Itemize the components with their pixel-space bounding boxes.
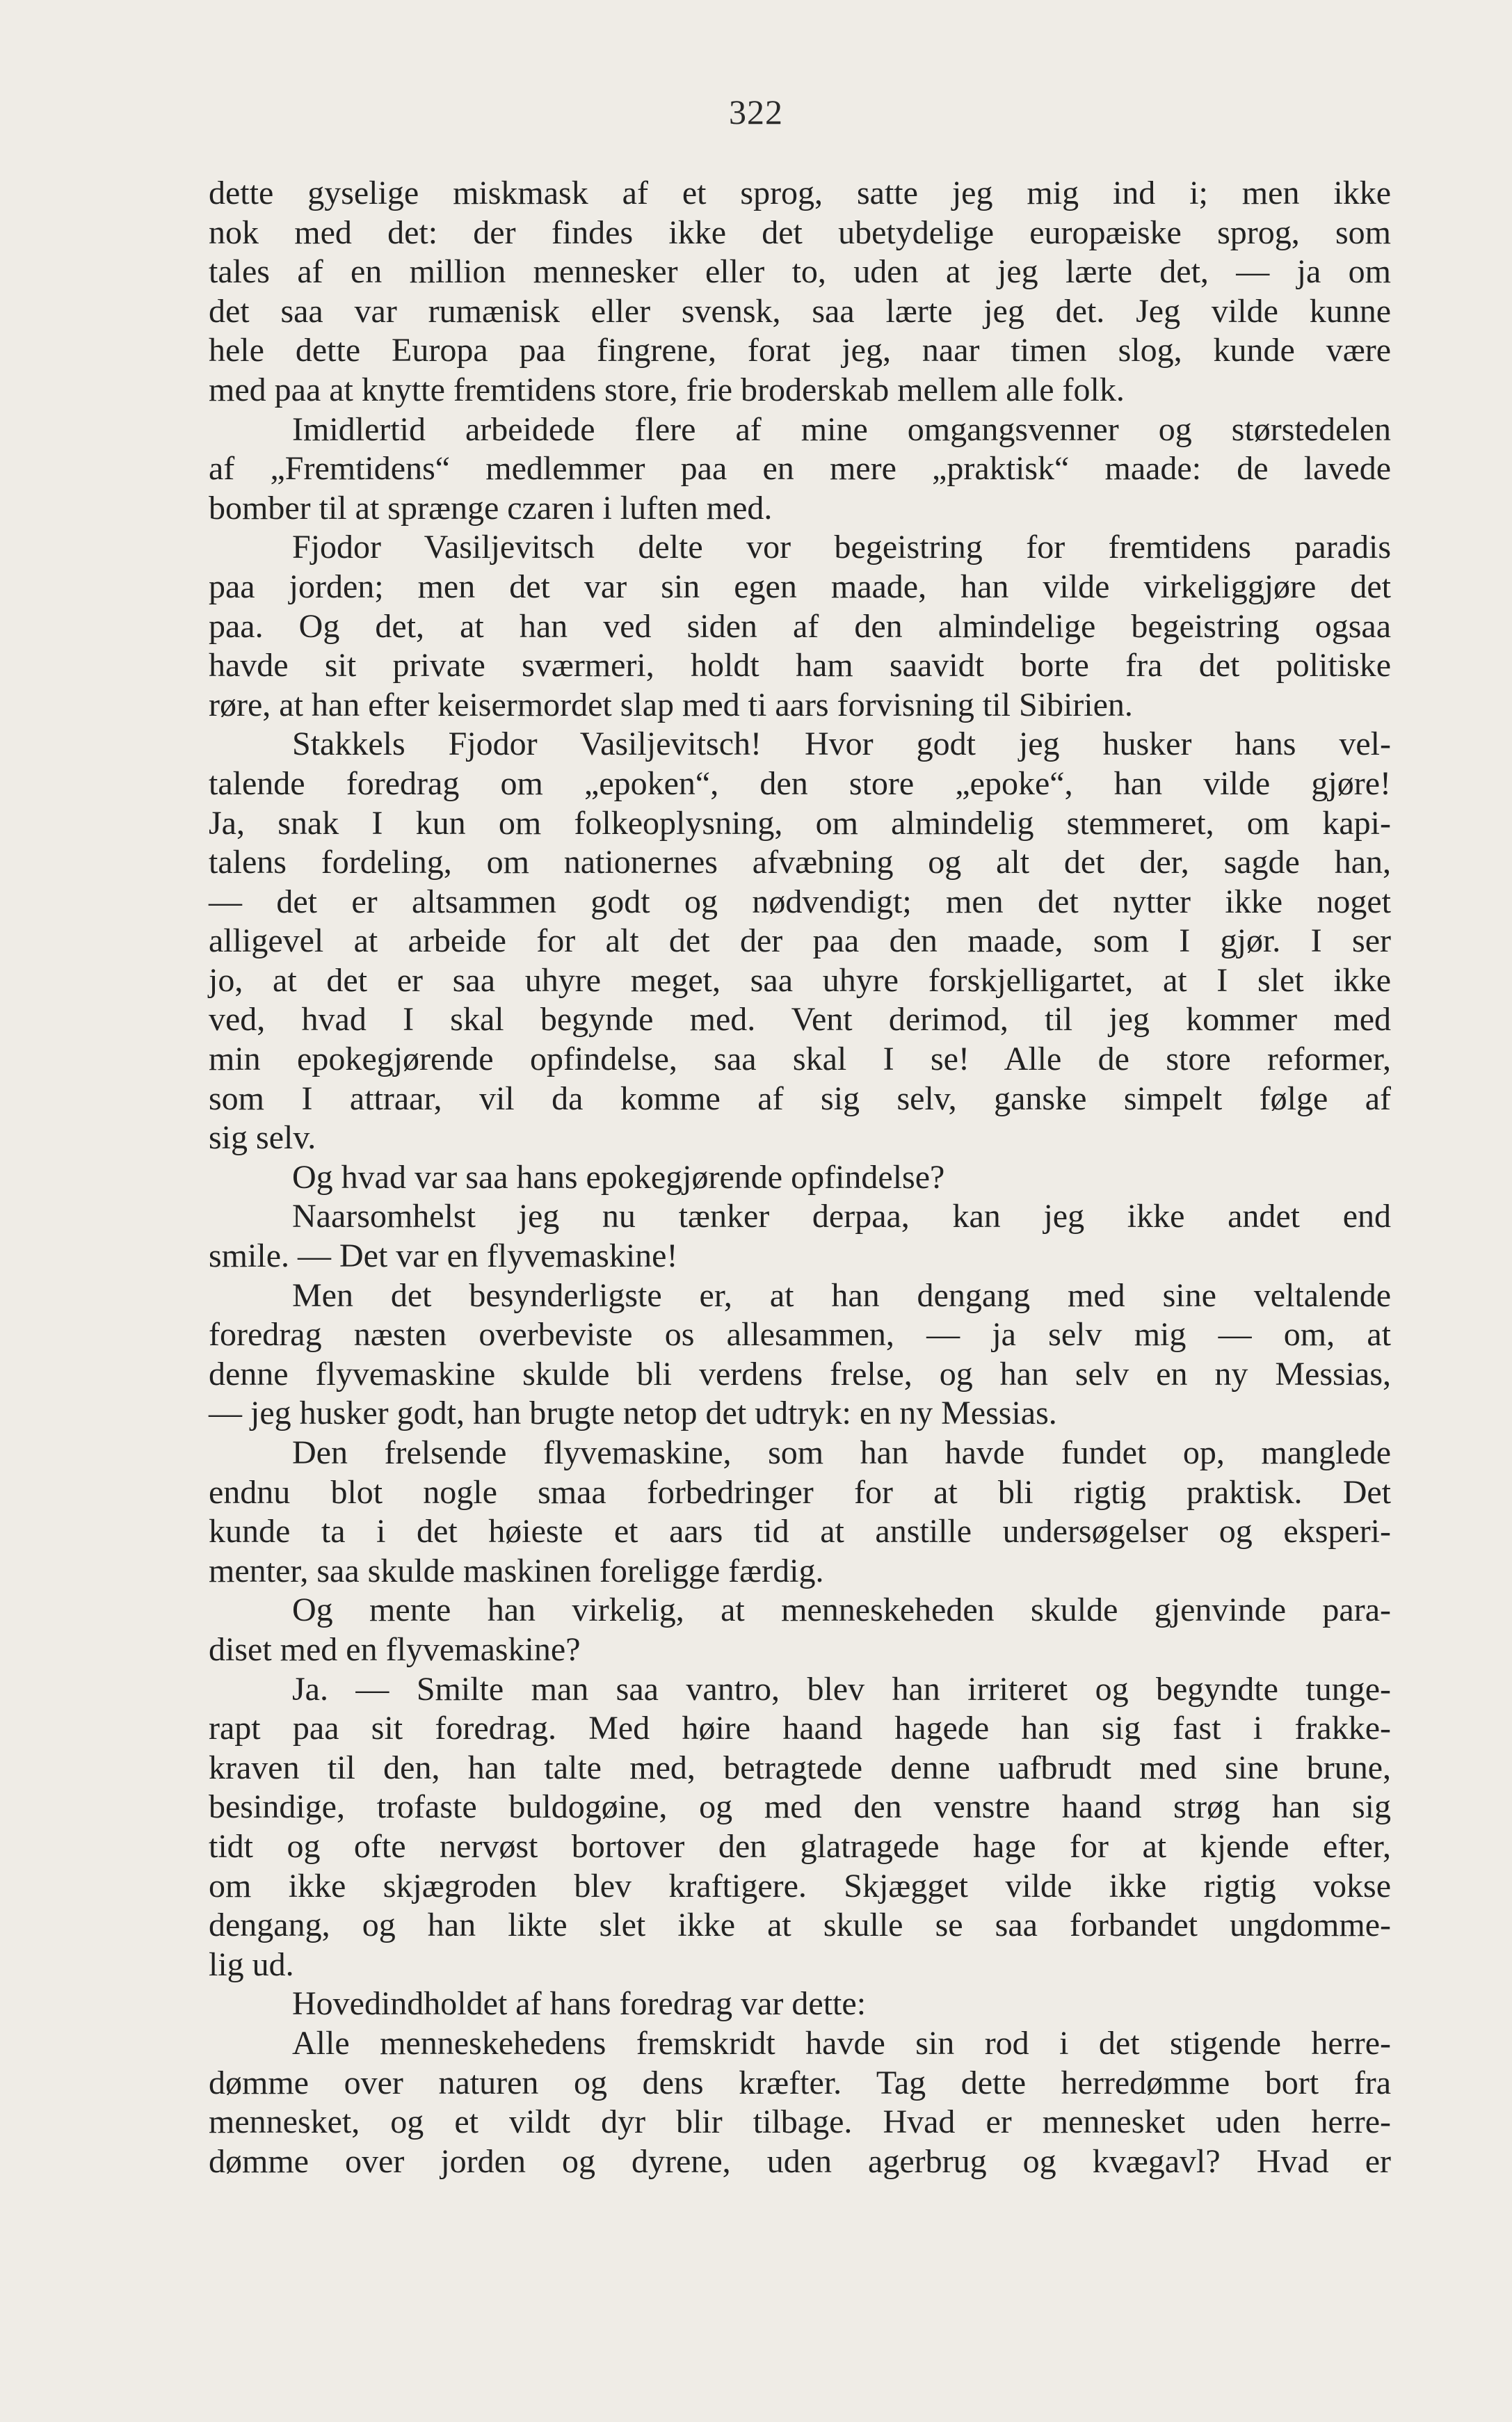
text-line: min epokegjørende opfindelse, saa skal I se! Alle de store reformer, [209,1041,1391,1078]
text-line: ved, hvad I skal begynde med. Vent derimod, til jeg kommer med [209,1001,1391,1038]
text-line: menter, saa skulde maskinen foreligge færdig. [209,1552,824,1589]
text-line: talende foredrag om „epoken“, den store „epoke“, han vilde gjøre! [209,764,1391,802]
text-line: bomber til at sprænge czaren i luften med. [209,489,773,527]
text-line: smile. — Det var en flyvemaskine! [209,1237,678,1275]
text-line: mennesket, og et vildt dyr blir tilbage. Hvad er mennesket uden herre- [209,2103,1391,2141]
text-line: jo, at det er saa uhyre meget, saa uhyre forskjelligartet, at I slet ikke [209,961,1391,999]
text-line: diset med en flyvemaskine? [209,1630,581,1668]
text-line: tidt og ofte nervøst bortover den glatragede hage for at kjende efter, [209,1827,1391,1865]
page-number: 322 [729,93,783,131]
text-line: alligevel at arbeide for alt det der paa den maade, som I gjør. I ser [209,922,1391,960]
text-line: Alle menneskehedens fremskridt havde sin rod i det stigende herre- [292,2024,1391,2062]
text-line: dømme over naturen og dens kræfter. Tag dette herredømme bort fra [209,2064,1391,2101]
text-line: som I attraar, vil da komme af sig selv, ganske simpelt følge af [209,1080,1391,1117]
text-line: — det er altsammen godt og nødvendigt; men det nytter ikke noget [209,883,1391,920]
text-line: foredrag næsten overbeviste os allesammen, — ja selv mig — om, at [209,1316,1391,1354]
text-line: Ja, snak I kun om folkeoplysning, om almindelig stemmeret, om kapi- [209,804,1391,842]
text-line: Og hvad var saa hans epokegjørende opfindelse? [292,1158,945,1196]
text-line: kunde ta i det høieste et aars tid at anstille undersøgelser og eksperi- [209,1513,1391,1550]
text-line: denne flyvemaskine skulde bli verdens frelse, og han selv en ny Messias, [209,1355,1391,1393]
text-line: Og mente han virkelig, at menneskeheden skulde gjenvinde para- [292,1591,1391,1629]
text-line: med paa at knytte fremtidens store, frie broderskab mellem alle folk. [209,371,1125,408]
text-line: talens fordeling, om nationernes afvæbning og alt det der, sagde han, [209,844,1391,881]
body-text [209,174,1391,2181]
text-line: tales af en million mennesker eller to, uden at jeg lærte det, — ja om [209,253,1391,291]
text-line: hele dette Europa paa fingrene, forat jeg, naar timen slog, kunde være [209,332,1391,369]
text-line: det saa var rumænisk eller svensk, saa lærte jeg det. Jeg vilde kunne [209,292,1391,330]
text-line: Men det besynderligste er, at han dengang med sine veltalende [292,1276,1391,1314]
text-line: endnu blot nogle smaa forbedringer for at bli rigtig praktisk. Det [209,1473,1391,1511]
text-line: røre, at han efter keisermordet slap med ti aars forvisning til Sibirien. [209,686,1133,723]
text-line: Imidlertid arbeidede flere af mine omgangsvenner og størstedelen [292,410,1391,448]
text-line: nok med det: der findes ikke det ubetydelige europæiske sprog, som [209,214,1391,251]
text-line: kraven til den, han talte med, betragtede denne uafbrudt med sine brune, [209,1749,1391,1786]
text-line: paa jorden; men det var sin egen maade, han vilde virkeliggjøre det [209,568,1391,605]
text-line: — jeg husker godt, han brugte netop det udtryk: en ny Messias. [209,1395,1057,1432]
text-line: dette gyselige miskmask af et sprog, satte jeg mig ind i; men ikke [209,175,1391,211]
text-line: Stakkels Fjodor Vasiljevitsch! Hvor godt jeg husker hans vel- [292,725,1391,763]
text-line: Ja. — Smilte man saa vantro, blev han irriteret og begyndte tunge- [292,1670,1391,1708]
text-line: om ikke skjægroden blev kraftigere. Skjægget vilde ikke rigtig vokse [209,1867,1391,1904]
text-line: dengang, og han likte slet ikke at skulle se saa forbandet ungdomme- [209,1907,1391,1944]
text-line: lig ud. [209,1946,294,1983]
text-line: Naarsomhelst jeg nu tænker derpaa, kan jeg ikke andet end [292,1198,1391,1235]
text-line: af „Fremtidens“ medlemmer paa en mere „praktisk“ maade: de lavede [209,450,1391,488]
text-line: Hovedindholdet af hans foredrag var dette: [292,1985,867,2023]
text-line: paa. Og det, at han ved siden af den almindelige begeistring ogsaa [209,607,1391,645]
text-line: Fjodor Vasiljevitsch delte vor begeistring for fremtidens paradis [292,529,1391,566]
text-line: besindige, trofaste buldogøine, og med den venstre haand strøg han sig [209,1788,1391,1826]
text-line: rapt paa sit foredrag. Med høire haand hagede han sig fast i frakke- [209,1710,1391,1747]
text-line: dømme over jorden og dyrene, uden agerbrug og kvægavl? Hvad er [209,2142,1391,2180]
text-line: havde sit private sværmeri, holdt ham saavidt borte fra det politiske [209,647,1391,684]
text-line: sig selv. [209,1119,316,1157]
text-line: Den frelsende flyvemaskine, som han havde fundet op, manglede [292,1434,1391,1471]
